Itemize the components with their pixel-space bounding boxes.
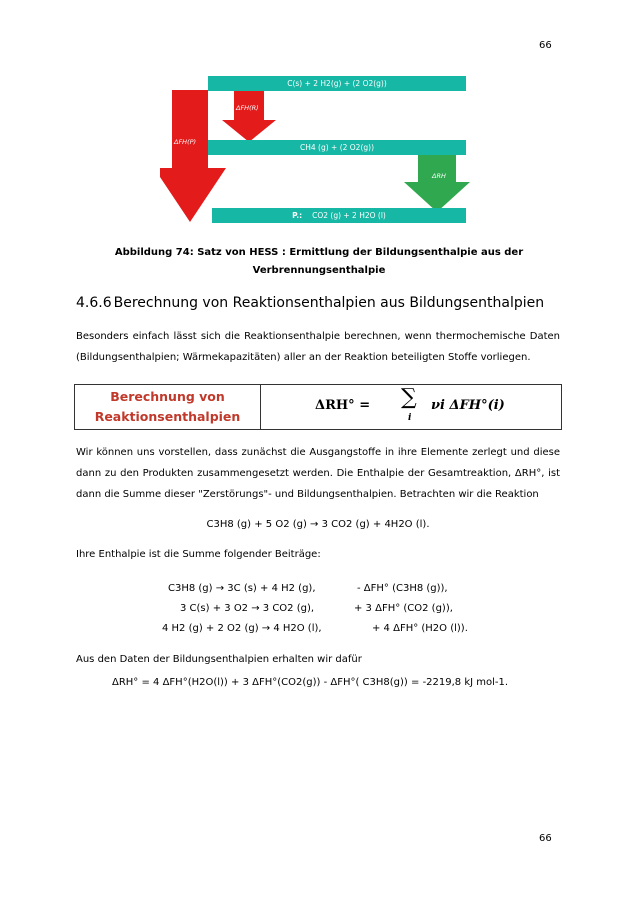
red-arrow-reactants-icon: [222, 88, 276, 142]
paragraph-explanation: Wir können uns vorstellen, dass zunächst die Ausgangstoffe in ihre Elemente zerlegt und diese dann zu den Produkten zusammengesetzt werden. Die Enthalpie der Gesamtreaktion, ΔRH°, ist dann die Summe dieser "Zerstörungs"- und Bildungsenthalpien. Betrachten wir die Reaktion: [76, 447, 560, 500]
bar-reactants: CH4 (g) + (2 O2(g)): [208, 140, 466, 155]
section-heading: 4.6.6 Berechnung von Reaktionsenthalpien aus Bildungsenthalpien: [76, 295, 545, 311]
contribution-eq-2: 3 C(s) + 3 O2 → 3 CO2 (g),: [180, 603, 315, 614]
figure-caption: Abbildung 74: Satz von HESS : Ermittlung der Bildungsenthalpie aus der Verbrennungsenthalpie: [114, 247, 524, 276]
label-arrow-p: ΔFH(P): [174, 138, 197, 146]
red-arrow-products-icon: [160, 90, 226, 222]
bar-products: P.: CO2 (g) + 2 H2O (l): [212, 208, 466, 223]
contribution-eq-1: C3H8 (g) → 3C (s) + 4 H2 (g),: [168, 583, 316, 594]
label-arrow-r: ΔFH(R): [236, 104, 259, 112]
page-number-top: 66: [539, 40, 552, 51]
green-arrow-reaction-icon: [404, 154, 470, 212]
paragraph-result-intro: Aus den Daten der Bildungsenthalpien erhalten wir dafür: [76, 654, 362, 665]
result-equation: ΔRH° = 4 ΔFH°(H2O(l)) + 3 ΔFH°(CO2(g)) - ΔFH°( C3H8(g)) = -2219,8 kJ mol-1.: [112, 677, 509, 688]
page-number-bottom: 66: [539, 833, 552, 844]
contribution-term-3: + 4 ΔFH° (H2O (l)).: [372, 623, 468, 634]
contribution-term-1: - ΔFH° (C3H8 (g)),: [357, 583, 448, 594]
contribution-term-2: + 3 ΔFH° (CO2 (g)),: [354, 603, 453, 614]
paragraph-contributions: Ihre Enthalpie ist die Summe folgender Beiträge:: [76, 549, 321, 560]
formula-box: [74, 384, 562, 430]
hess-diagram: [160, 70, 500, 230]
formula-box-title: Berechnung von Reaktionsenthalpien: [75, 385, 261, 429]
bar-elements: C(s) + 2 H2(g) + (2 O2(g)): [208, 76, 466, 91]
paragraph-intro: Besonders einfach lässt sich die Reaktionsenthalpie berechnen, wenn thermochemische Daten (Bildungsenthalpien; Wärmekapazitäten) aller an der Reaktion beteiligten Stoffe vorliegen.: [76, 331, 560, 363]
reaction-equation: C3H8 (g) + 5 O2 (g) → 3 CO2 (g) + 4H2O (l).: [206, 519, 430, 530]
formula: ΔRH° = ∑ i νi ΔFH°(i): [315, 385, 505, 423]
label-arrow-rh: ΔRH: [432, 172, 446, 180]
contribution-eq-3: 4 H2 (g) + 2 O2 (g) → 4 H2O (l),: [162, 623, 322, 634]
